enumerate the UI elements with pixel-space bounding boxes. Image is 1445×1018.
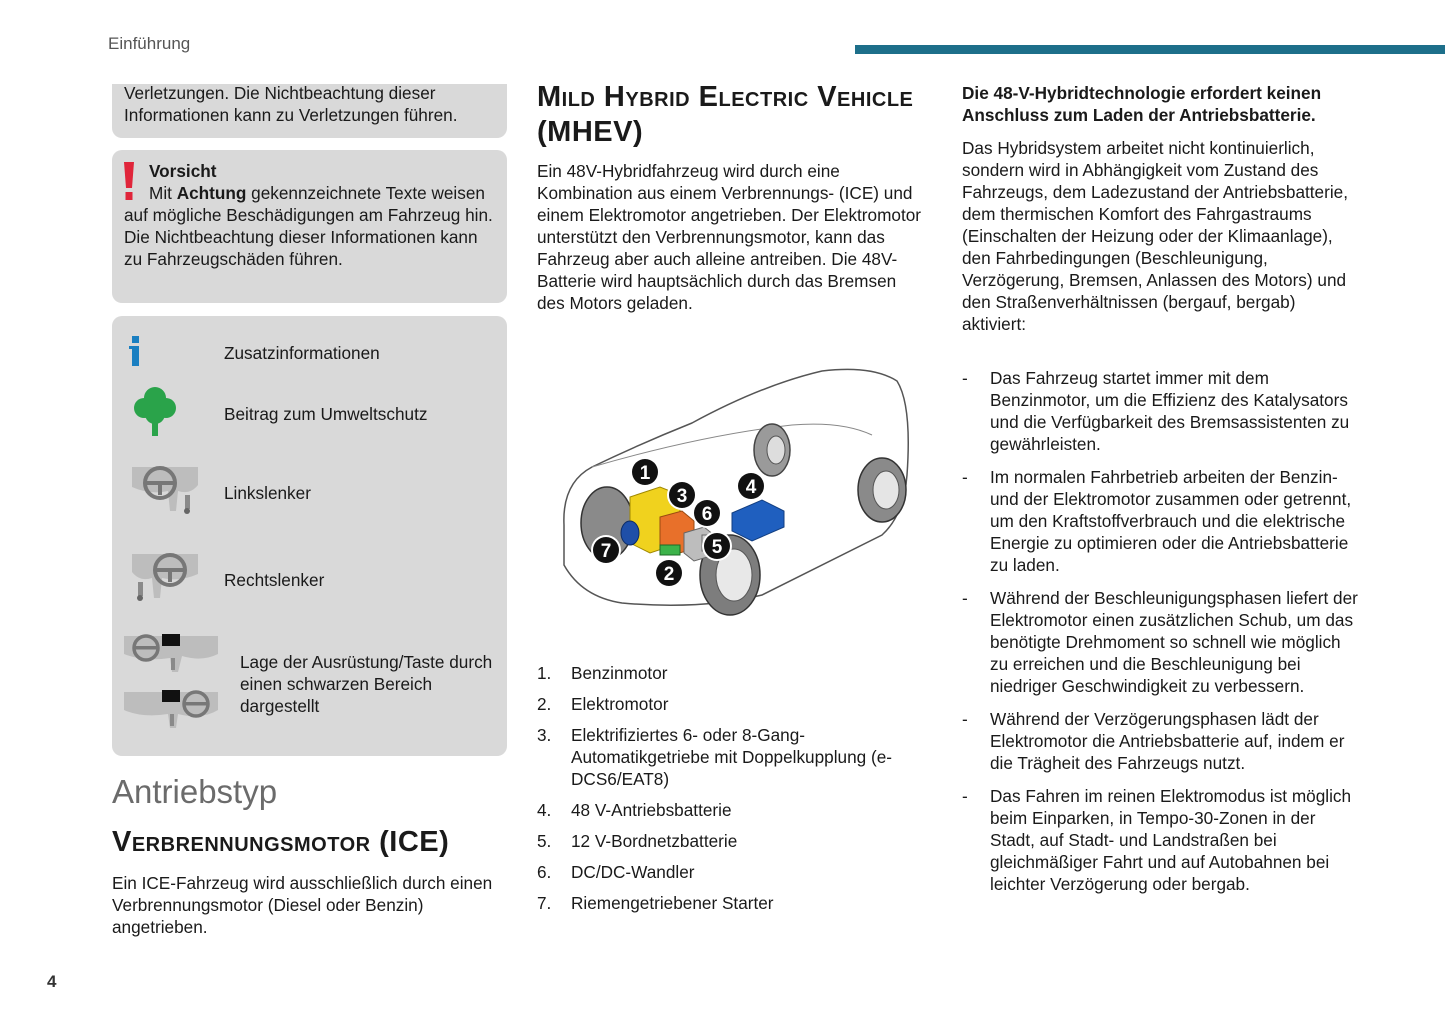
- mhev-car-diagram: [552, 365, 912, 620]
- warning-box-continued: [112, 84, 507, 138]
- svg-text:4: 4: [745, 477, 757, 498]
- list-item: 2. Elektromotor: [537, 694, 669, 714]
- right-bold-intro: Die 48-V-Hybridtechnologie erfordert keinen Anschluss zum Laden der Antriebsbatterie.: [962, 83, 1322, 125]
- label-4: [736, 471, 766, 501]
- list-item: - Das Fahren im reinen Elektromodus ist möglich beim Einparken, in Tempo-30-Zonen in der Stadt, auf Stadt- und Landstraßen bei gleichmäßiger Fahrt und auf Autobahnen bei leichter Verzögerung oder bergab.: [962, 786, 1352, 894]
- ice-paragraph: Ein ICE-Fahrzeug wird ausschließlich durch einen Verbrennungsmotor (Diesel oder Benzin) angetrieben.: [112, 873, 493, 937]
- svg-text:3: 3: [676, 486, 688, 507]
- section-header: Einführung: [108, 34, 191, 53]
- list-item: 3. Elektrifiziertes 6- oder 8-Gang-Automatikgetriebe mit Doppelkupplung (e-DCS6/EAT8): [537, 725, 893, 789]
- caution-text: gekennzeichnete Texte weisen auf mögliche Beschädigungen am Fahrzeug hin. Die Nichtbeachtung dieser Informationen kann zu Fahrzeugschäden führen.: [124, 183, 493, 269]
- electric-motor: [660, 545, 680, 555]
- header-accent-bar: [855, 45, 1445, 54]
- caution-title: Vorsicht: [149, 161, 217, 181]
- label-2: [654, 558, 684, 588]
- caution-keyword: Achtung: [176, 183, 247, 203]
- label-5: [702, 531, 732, 561]
- svg-text:7: 7: [600, 541, 612, 562]
- svg-text:2: 2: [663, 564, 675, 585]
- list-item: 5. 12 V-Bordnetzbatterie: [537, 831, 738, 851]
- list-item: - Das Fahrzeug startet immer mit dem Benzinmotor, um die Effizienz des Katalysators und die Verfügbarkeit des Bremsassistenten zu gewährleisten.: [962, 368, 1350, 454]
- label-3: [667, 480, 697, 510]
- svg-text:6: 6: [701, 504, 713, 525]
- info-icon: [129, 336, 143, 368]
- list-item: 4. 48 V-Antriebsbatterie: [537, 800, 732, 820]
- list-item: 6. DC/DC-Wandler: [537, 862, 695, 882]
- parts-list: [537, 662, 922, 923]
- legend-label-rhd: Rechtslenker: [224, 570, 325, 590]
- symbol-legend-box: [112, 316, 507, 756]
- list-item: - Während der Beschleunigungsphasen liefert der Elektromotor einen zusätzlichen Schub, um das benötigte Drehmoment so schnell wie möglich zu erreichen und die Beschleunigung bei niedriger Geschwindigkeit zu verbessern.: [962, 588, 1358, 696]
- right-paragraph: Das Hybridsystem arbeitet nicht kontinuierlich, sondern wird in Abhängigkeit vom Zustand des Fahrzeugs, dem Ladezustand der Antriebsbatterie, dem thermischen Komfort des Fahrgastraums (Einschalten der Heizung oder der Klimaanlage), den Fahrbedingungen (Beschleunigung, Verzögerung, Bremsen, Anlassen des Motors) und den Straßenverhältnissen (bergauf, bergab) aktiviert:: [962, 138, 1348, 334]
- mhev-paragraph: Ein 48V-Hybridfahrzeug wird durch eine Kombination aus einem Verbrennungs- (ICE) und einem Elektromotor angetrieben. Der Elektromotor unterstützt den Verbrennungsmotor, kann das Fahrzeug aber auch alleine antreiben. Die 48V-Batterie wird hauptsächlich durch das Bremsen des Motors geladen.: [537, 161, 922, 313]
- operating-modes-list: [962, 367, 1362, 906]
- list-item: - Während der Verzögerungsphasen lädt der Elektromotor die Antriebsbatterie auf, indem er die Trägheit des Fahrzeugs nutzt.: [962, 709, 1345, 773]
- equipment-location-icon: [122, 628, 222, 733]
- tree-icon: [134, 386, 176, 438]
- starter: [621, 521, 639, 545]
- list-item: - Im normalen Fahrbetrieb arbeiten der Benzin- und der Elektromotor zusammen oder getrennt, um den Kraftstoffverbrauch und die elektrische Energie zu optimieren oder die Antriebsbatterie zu laden.: [962, 467, 1352, 575]
- label-1: [630, 457, 660, 487]
- mhev-heading: Mild Hybrid Electric Vehicle (MHEV): [537, 81, 914, 148]
- caution-lead: Mit: [149, 183, 177, 203]
- left-hand-drive-icon: [130, 461, 200, 519]
- legend-label-lhd: Linkslenker: [224, 483, 311, 503]
- list-item: 7. Riemengetriebener Starter: [537, 893, 774, 913]
- svg-text:5: 5: [711, 537, 723, 558]
- legend-label-equipment: Lage der Ausrüstung/Taste durch einen schwarzen Bereich dargestellt: [240, 652, 493, 716]
- legend-label-info: Zusatzinformationen: [224, 343, 380, 363]
- label-6: [692, 498, 722, 528]
- warning-continued-text: Verletzungen. Die Nichtbeachtung dieser Informationen kann zu Verletzungen führen.: [124, 83, 458, 125]
- list-item: 1. Benzinmotor: [537, 663, 668, 683]
- page-number: 4: [47, 972, 57, 991]
- label-7: [591, 535, 621, 565]
- section-title: Antriebstyp: [112, 773, 278, 810]
- caution-box: [112, 150, 507, 303]
- ice-heading: Verbrennungsmotor (ICE): [112, 826, 450, 858]
- svg-text:1: 1: [639, 463, 651, 484]
- right-hand-drive-icon: [130, 548, 200, 606]
- legend-label-environment: Beitrag zum Umweltschutz: [224, 404, 428, 424]
